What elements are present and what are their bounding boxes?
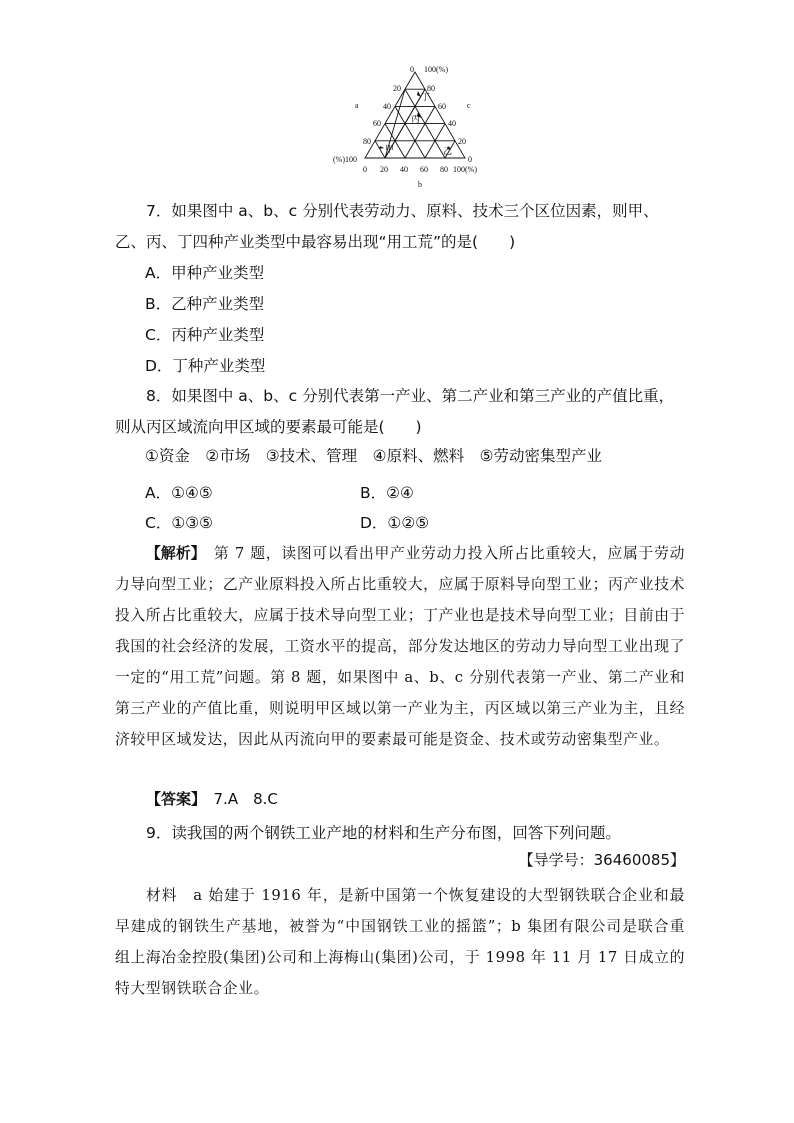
left-tick-100: (%)100 (333, 155, 357, 164)
bottom-tick-20: 20 (380, 165, 388, 174)
region-label-jia: 甲 (385, 144, 395, 154)
right-tick-80: 80 (427, 84, 435, 93)
q8-option-a: A．①④⑤ (145, 484, 213, 502)
guide-number: 【导学号：36460085】 (518, 851, 685, 869)
left-tick-60: 60 (373, 119, 381, 128)
bottom-tick-100: 100(%) (453, 165, 477, 174)
q7-option-b: B．乙种产业类型 (145, 295, 265, 313)
material-text: 材料 a 始建于 1916 年，是新中国第一个恢复建设的大型钢铁联合企业和最早建成的钢铁生产基地，被誉为“中国钢铁工业的摇篮”；b 集团有限公司是联合重组上海冶金控股(集团)公司和上海梅山(集团)公司，于 1998 年 11 月 17 日成立的特大型钢铁联合企业。 (115, 887, 685, 997)
q8-option-b: B．②④ (360, 484, 414, 502)
axis-a-label: a (355, 101, 359, 110)
bottom-tick-0: 0 (363, 165, 367, 174)
bottom-tick-40: 40 (400, 165, 408, 174)
question-7-options (145, 258, 265, 382)
left-tick-40: 40 (383, 102, 391, 111)
region-label-bing: 丙 (411, 114, 421, 124)
arrow-marker-jia (379, 146, 384, 149)
q7-option-c: C．丙种产业类型 (145, 326, 265, 344)
right-tick-60: 60 (438, 102, 446, 111)
left-tick-20: 20 (393, 84, 401, 93)
left-tick-80: 80 (363, 137, 371, 146)
question-7-stem: 7．如果图中 a、b、c 分别代表劳动力、原料、技术三个区位因素，则甲、乙、丙、丁四种产业类型中最容易出现“用工荒”的是( ) (115, 202, 659, 251)
region-label-ding: 丁 (421, 92, 431, 102)
right-tick-20: 20 (458, 137, 466, 146)
answer-text: 7.A 8.C (198, 790, 278, 808)
bottom-tick-80: 80 (440, 165, 448, 174)
top-pct-label: 100(%) (424, 65, 448, 74)
top-zero-label: 0 (410, 65, 414, 74)
q8-option-c: C．①③⑤ (145, 514, 214, 532)
axis-b-label: b (418, 180, 422, 189)
bottom-tick-60: 60 (420, 165, 428, 174)
region-label-yi: 乙 (443, 146, 453, 156)
question-8-choices: ①资金 ②市场 ③技术、管理 ④原料、燃料 ⑤劳动密集型产业 (145, 447, 602, 465)
answer-block (146, 788, 278, 809)
analysis-text: 第 7 题，读图可以看出甲产业劳动力投入所占比重较大，应属于劳动力导向型工业；乙产业原料投入所占比重较大，应属于原料导向型工业；丙产业技术投入所占比重较大，应属于技术导向型工业；丁产业也是技术导向型工业；目前由于我国的社会经济的发展，工资水平的提高，部分发达地区的劳动力导向型工业出现了一定的“用工荒”问题。第 8 题，如果图中 a、b、c 分别代表第一产业、第二产业和第三产业的产值比重，则说明甲区域以第一产业为主，丙区域以第三产业为主，且经济较甲区域发达，因此从丙流向甲的要素最可能是资金、技术或劳动密集型产业。 (115, 545, 685, 748)
q7-option-d: D．丁种产业类型 (145, 357, 266, 375)
question-9-stem: 9．读我国的两个钢铁工业产地的材料和生产分布图，回答下列问题。 (146, 824, 621, 842)
ternary-diagram (330, 58, 500, 194)
q8-option-d: D．①②⑤ (360, 514, 430, 532)
q7-option-a: A．甲种产业类型 (145, 264, 265, 282)
question-8-stem: 8．如果图中 a、b、c 分别代表第一产业、第二产业和第三产业的产值比重，则从丙区域流向甲区域的要素最可能是( ) (115, 387, 675, 436)
axis-c-label: c (467, 101, 471, 110)
right-tick-40: 40 (448, 119, 456, 128)
right-tick-0: 0 (468, 155, 472, 164)
ternary-diagram-svg (330, 58, 500, 194)
analysis-block (115, 538, 685, 755)
analysis-tag: 【解析】 (146, 545, 199, 562)
answer-tag: 【答案】 (146, 790, 199, 808)
